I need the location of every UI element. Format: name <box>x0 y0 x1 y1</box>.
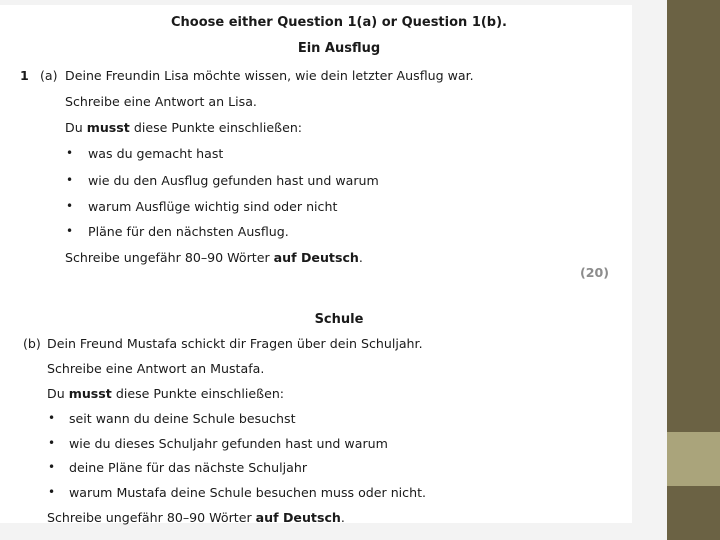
word-count-bold: auf Deutsch <box>273 250 359 265</box>
instruction-heading: Choose either Question 1(a) or Question 1(b). <box>171 15 507 30</box>
bullet-icon: • <box>66 173 74 187</box>
must-word: musst <box>68 386 112 401</box>
part-b-point: warum Mustafa deine Schule besuchen muss oder nicht. <box>69 485 427 500</box>
part-b-prompt: Dein Freund Mustafa schickt dir Fragen über dein Schuljahr. <box>47 336 423 351</box>
must-suffix: diese Punkte einschließen: <box>133 120 303 135</box>
word-count-suffix: . <box>340 510 345 525</box>
bullet-icon: • <box>66 224 74 238</box>
part-a-title: Ein Ausflug <box>297 41 381 56</box>
word-count-suffix: . <box>358 250 363 265</box>
part-b-point: deine Pläne für das nächste Schuljahr <box>69 460 308 475</box>
word-count-prefix: Schreibe ungefähr 80–90 Wörter <box>65 250 270 265</box>
must-prefix: Du <box>47 386 65 401</box>
part-a-prompt: Deine Freundin Lisa möchte wissen, wie dein letzter Ausflug war. <box>65 68 474 83</box>
marks-badge: (20) <box>580 265 610 280</box>
part-b-title: Schule <box>314 312 364 327</box>
part-a-task: Schreibe eine Antwort an Lisa. <box>65 94 257 109</box>
must-suffix: diese Punkte einschließen: <box>115 386 285 401</box>
part-b-point: seit wann du deine Schule besuchst <box>69 411 296 426</box>
word-count-prefix: Schreibe ungefähr 80–90 Wörter <box>47 510 252 525</box>
part-a-point: wie du den Ausflug gefunden hast und warum <box>88 173 379 188</box>
part-b-must-line <box>47 386 284 402</box>
part-b-task: Schreibe eine Antwort an Mustafa. <box>47 361 265 376</box>
bullet-icon: • <box>66 199 74 213</box>
part-a-must-line <box>65 120 302 136</box>
part-b-point: wie du dieses Schuljahr gefunden hast und warum <box>69 436 388 451</box>
bullet-icon: • <box>48 411 56 425</box>
part-b-word-count <box>47 510 345 526</box>
part-a-label: (a) <box>40 68 58 83</box>
bullet-icon: • <box>48 460 56 474</box>
part-b-label: (b) <box>23 336 41 351</box>
bullet-icon: • <box>48 485 56 499</box>
bullet-icon: • <box>48 436 56 450</box>
part-a-point: Pläne für den nächsten Ausflug. <box>88 224 289 239</box>
word-count-bold: auf Deutsch <box>255 510 341 525</box>
part-a-word-count <box>65 250 363 266</box>
slide-sidebar-accent <box>667 432 720 486</box>
part-a-point: warum Ausflüge wichtig sind oder nicht <box>88 199 338 214</box>
bullet-icon: • <box>66 146 74 160</box>
must-word: musst <box>86 120 130 135</box>
question-number: 1 <box>20 68 29 83</box>
part-a-point: was du gemacht hast <box>88 146 224 161</box>
must-prefix: Du <box>65 120 83 135</box>
